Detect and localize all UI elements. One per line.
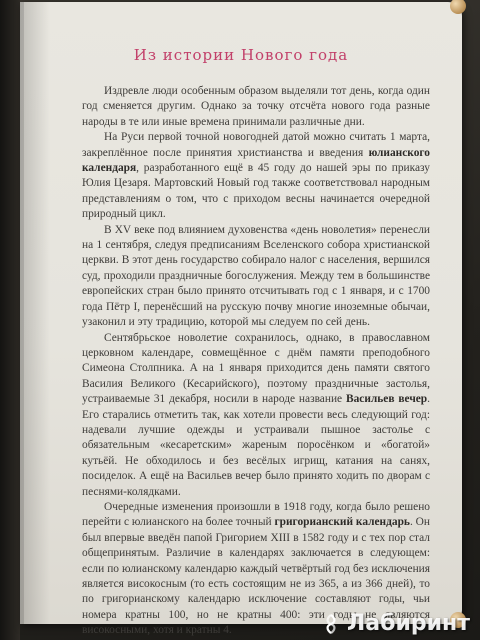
text-run: . Его старались отметить так, как хотели провести весь следующий год: надевали лучшие одежды и устраивали пышное застолье с обязательным «кесаретским» жареным поросёнком и «богатой» кутьёй. Не обходилось и без весёлых игрищ, катания на санях, посиделок. А ещё на Васильев вечер было принято ходить по дворам с песнями-колядками. — [82, 393, 430, 498]
text-run: Сентябрьское новолетие сохранилось, однако, в православном церковном календаре, совмещённое с днём памяти преподобного Симеона Столпника. А на 1 января приходится день памяти святого Василия Великого (Кесарийского), поэтому праздничные застолья, устраиваемые 31 декабря, носили в народе название — [82, 331, 430, 406]
book-spine — [0, 0, 20, 640]
article-body — [82, 84, 430, 639]
labyrinth-logo-icon — [320, 613, 342, 635]
page-title: Из истории Нового года — [133, 46, 349, 64]
text-run: Издревле люди особенным образом выделяли тот день, когда один год сменяется другим. Однако за точку отсчёта нового года разные народы в те или иные времена принимали различные дни. — [82, 85, 430, 128]
text-run: . Он был впервые введён папой Григорием XIII в 1582 году и с тех пор стал общепринятым. Различие в календарях заключается в следующем: если по юлианскому календарю каждый четвёртый год без исключения является високосным (то есть состоящим не из 365, а из 366 дней), то по григорианскому календарю исключение составляют годы, чьи номера кратны 100, но не кратны 400: эти годы не являются високосными, хотя и кратны 4. — [82, 516, 430, 637]
text-run: Очередные изменения произошли в 1918 году, когда было решено перейти с юлианского на более точный — [82, 500, 430, 529]
watermark-label: Лабиринт — [346, 611, 470, 636]
bold-term: григорианский календарь — [274, 516, 410, 529]
text-run: На Руси первой точной новогодней датой можно считать 1 марта, закреплённое после принятия христианства и введения — [82, 131, 430, 159]
bold-term: Васильев вечер — [345, 393, 428, 406]
article-paragraph — [82, 223, 430, 331]
article-paragraph — [82, 331, 430, 500]
page-gutter-shadow — [20, 2, 50, 624]
bold-term: юлианского календаря — [82, 146, 430, 175]
article-paragraph — [82, 84, 430, 130]
text-run: , разработанного ещё в 45 году до нашей эры по приказу Юлия Цезаря. Мартовский Новый год также соответствовал народным представлениям о том, что с приходом весны начинается очередной природный цикл. — [82, 162, 430, 221]
text-run: В XV веке под влиянием духовенства «день новолетия» перенесли на 1 сентября, следуя предписаниям Вселенского собора христианской церкви. В этот день государство собирало налог с населения, вершился суд, проходили праздничные богослужения. Между тем в большинстве европейских стран было принято отсчитывать год с 1 января, и с 1700 года Пётр I, перенёсший на русскую почву многие иноземные обычаи, узаконил и эту традицию, которой мы следуем по сей день. — [82, 223, 430, 329]
page-edge — [20, 2, 24, 624]
watermark — [320, 611, 470, 636]
article-paragraph — [82, 130, 430, 222]
